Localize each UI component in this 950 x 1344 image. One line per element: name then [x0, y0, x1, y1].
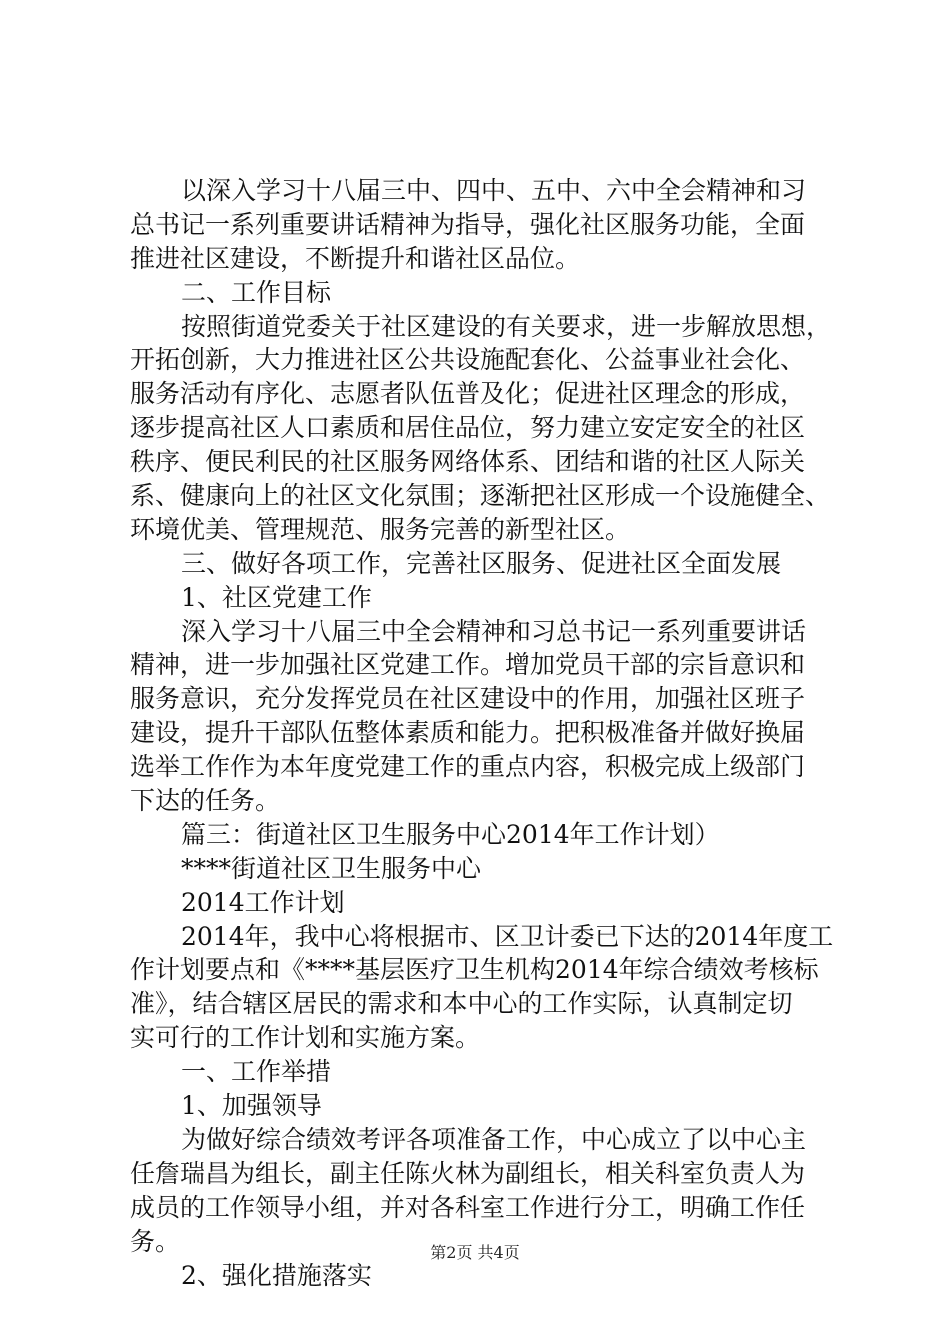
text-line: 务。: [130, 1226, 181, 1256]
text-line: 开拓创新，大力推进社区公共设施配套化、公益事业社会化、: [130, 345, 806, 375]
text-line: 为做好综合绩效考评各项准备工作，中心成立了以中心主: [181, 1124, 807, 1154]
text-line: 成员的工作领导小组，并对各科室工作进行分工，明确工作任: [130, 1192, 806, 1222]
text-line: 一、工作举措: [181, 1057, 332, 1087]
text-line: 精神，进一步加强社区党建工作。增加党员干部的宗旨意识和: [130, 650, 806, 680]
text-line: 服务活动有序化、志愿者队伍普及化；促进社区理念的形成，: [130, 379, 806, 409]
text-line: 任詹瑞昌为组长，副主任陈火林为副组长，相关科室负责人为: [130, 1158, 806, 1188]
text-line: 2、强化措施落实: [181, 1260, 372, 1290]
text-line: 系、健康向上的社区文化氛围；逐渐把社区形成一个设施健全、: [130, 481, 831, 511]
text-line: 以深入学习十八届三中、四中、五中、六中全会精神和习: [181, 176, 807, 205]
text-line: 1、加强领导: [181, 1091, 322, 1121]
text-line: 作计划要点和《****基层医疗卫生机构2014年综合绩效考核标: [130, 955, 819, 985]
text-line: 逐步提高社区人口素质和居住品位，努力建立安定安全的社区: [130, 413, 806, 443]
text-line: 选举工作作为本年度党建工作的重点内容，积极完成上级部门: [130, 752, 806, 782]
text-line: 篇三：街道社区卫生服务中心2014年工作计划）: [181, 819, 720, 849]
text-line: 实可行的工作计划和实施方案。: [130, 1023, 481, 1053]
page-footer: 第2页 共4页: [430, 1243, 520, 1262]
text-line: 按照街道党委关于社区建设的有关要求，进一步解放思想，: [181, 311, 832, 341]
text-line: 准》，结合辖区居民的需求和本中心的工作实际，认真制定切: [130, 989, 793, 1019]
document-body: [130, 174, 836, 1292]
text-line: 三、做好各项工作，完善社区服务、促进社区全面发展: [181, 548, 782, 578]
text-line: 建设，提升干部队伍整体素质和能力。把积极准备并做好换届: [130, 718, 806, 748]
text-line: 下达的任务。: [130, 786, 281, 816]
text-line: 1、社区党建工作: [181, 582, 372, 612]
text-line: 推进社区建设，不断提升和谐社区品位。: [130, 243, 581, 273]
text-line: 环境优美、管理规范、服务完善的新型社区。: [130, 514, 631, 544]
text-line: 2014工作计划: [181, 887, 345, 917]
text-line: 服务意识，充分发挥党员在社区建设中的作用，加强社区班子: [130, 684, 806, 714]
text-line: 秩序、便民利民的社区服务网络体系、团结和谐的社区人际关: [130, 447, 806, 477]
text-line: 二、工作目标: [181, 277, 332, 307]
text-line: ****街道社区卫生服务中心: [181, 853, 482, 883]
text-line: 2014年，我中心将根据市、区卫计委已下达的2014年度工: [181, 921, 834, 951]
text-line: 总书记一系列重要讲话精神为指导，强化社区服务功能，全面: [130, 209, 806, 239]
text-line: 深入学习十八届三中全会精神和习总书记一系列重要讲话: [181, 616, 807, 646]
